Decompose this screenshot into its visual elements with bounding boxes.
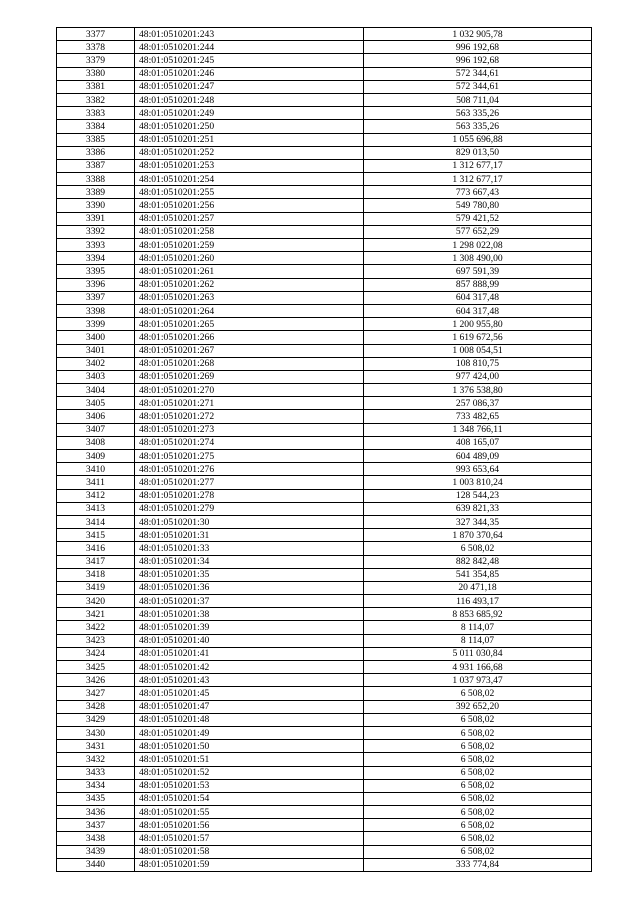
row-number-cell: 3428 — [57, 700, 135, 713]
table-row — [57, 595, 592, 608]
row-number-cell: 3434 — [57, 779, 135, 792]
table-row — [57, 608, 592, 621]
cadastral-number-cell: 48:01:0510201:52 — [135, 766, 364, 779]
table-row — [57, 41, 592, 54]
cadastral-value-cell: 604 317,48 — [364, 291, 592, 304]
row-number-cell: 3418 — [57, 568, 135, 581]
table-row — [57, 792, 592, 805]
cadastral-number-cell: 48:01:0510201:33 — [135, 542, 364, 555]
table-row — [57, 845, 592, 858]
row-number-cell: 3436 — [57, 806, 135, 819]
row-number-cell: 3380 — [57, 67, 135, 80]
cadastral-number-cell: 48:01:0510201:37 — [135, 595, 364, 608]
cadastral-number-cell: 48:01:0510201:40 — [135, 634, 364, 647]
row-number-cell: 3409 — [57, 450, 135, 463]
row-number-cell: 3395 — [57, 265, 135, 278]
row-number-cell: 3377 — [57, 28, 135, 41]
cadastral-number-cell: 48:01:0510201:251 — [135, 133, 364, 146]
row-number-cell: 3382 — [57, 93, 135, 106]
cadastral-number-cell: 48:01:0510201:35 — [135, 568, 364, 581]
cadastral-value-cell: 977 424,00 — [364, 370, 592, 383]
table-row — [57, 107, 592, 120]
table-row — [57, 54, 592, 67]
table-row — [57, 384, 592, 397]
row-number-cell: 3435 — [57, 792, 135, 805]
cadastral-number-cell: 48:01:0510201:279 — [135, 502, 364, 515]
cadastral-value-cell: 1 312 677,17 — [364, 173, 592, 186]
table-row — [57, 120, 592, 133]
cadastral-value-cell: 6 508,02 — [364, 832, 592, 845]
table-row — [57, 515, 592, 528]
table-row — [57, 423, 592, 436]
row-number-cell: 3438 — [57, 832, 135, 845]
cadastral-value-cell: 579 421,52 — [364, 212, 592, 225]
cadastral-number-cell: 48:01:0510201:262 — [135, 278, 364, 291]
table-row — [57, 687, 592, 700]
cadastral-value-cell: 6 508,02 — [364, 713, 592, 726]
cadastral-number-cell: 48:01:0510201:38 — [135, 608, 364, 621]
cadastral-number-cell: 48:01:0510201:259 — [135, 239, 364, 252]
row-number-cell: 3427 — [57, 687, 135, 700]
cadastral-number-cell: 48:01:0510201:48 — [135, 713, 364, 726]
cadastral-number-cell: 48:01:0510201:271 — [135, 397, 364, 410]
cadastral-number-cell: 48:01:0510201:47 — [135, 700, 364, 713]
cadastral-value-cell: 857 888,99 — [364, 278, 592, 291]
cadastral-number-cell: 48:01:0510201:255 — [135, 186, 364, 199]
table-row — [57, 397, 592, 410]
row-number-cell: 3390 — [57, 199, 135, 212]
cadastral-number-cell: 48:01:0510201:269 — [135, 370, 364, 383]
cadastral-number-cell: 48:01:0510201:41 — [135, 647, 364, 660]
table-row — [57, 779, 592, 792]
cadastral-number-cell: 48:01:0510201:55 — [135, 806, 364, 819]
cadastral-value-cell: 6 508,02 — [364, 740, 592, 753]
table-row — [57, 476, 592, 489]
table-row — [57, 450, 592, 463]
table-row — [57, 726, 592, 739]
cadastral-number-cell: 48:01:0510201:57 — [135, 832, 364, 845]
cadastral-value-cell: 697 591,39 — [364, 265, 592, 278]
cadastral-number-cell: 48:01:0510201:253 — [135, 159, 364, 172]
cadastral-number-cell: 48:01:0510201:264 — [135, 304, 364, 317]
row-number-cell: 3388 — [57, 173, 135, 186]
row-number-cell: 3379 — [57, 54, 135, 67]
cadastral-number-cell: 48:01:0510201:277 — [135, 476, 364, 489]
cadastral-value-cell: 20 471,18 — [364, 581, 592, 594]
cadastral-value-cell: 572 344,61 — [364, 67, 592, 80]
table-row — [57, 370, 592, 383]
table-row — [57, 529, 592, 542]
row-number-cell: 3431 — [57, 740, 135, 753]
table-row — [57, 647, 592, 660]
row-number-cell: 3430 — [57, 726, 135, 739]
table-row — [57, 489, 592, 502]
cadastral-number-cell: 48:01:0510201:58 — [135, 845, 364, 858]
cadastral-number-cell: 48:01:0510201:51 — [135, 753, 364, 766]
cadastral-number-cell: 48:01:0510201:249 — [135, 107, 364, 120]
cadastral-number-cell: 48:01:0510201:243 — [135, 28, 364, 41]
table-row — [57, 463, 592, 476]
row-number-cell: 3416 — [57, 542, 135, 555]
cadastral-value-cell: 6 508,02 — [364, 753, 592, 766]
cadastral-value-cell: 333 774,84 — [364, 858, 592, 871]
cadastral-number-cell: 48:01:0510201:56 — [135, 819, 364, 832]
table-row — [57, 278, 592, 291]
cadastral-value-cell: 1 003 810,24 — [364, 476, 592, 489]
cadastral-value-cell: 8 114,07 — [364, 634, 592, 647]
cadastral-number-cell: 48:01:0510201:250 — [135, 120, 364, 133]
cadastral-number-cell: 48:01:0510201:252 — [135, 146, 364, 159]
cadastral-value-cell: 639 821,33 — [364, 502, 592, 515]
cadastral-value-cell: 1 200 955,80 — [364, 318, 592, 331]
cadastral-value-cell: 8 114,07 — [364, 621, 592, 634]
row-number-cell: 3423 — [57, 634, 135, 647]
row-number-cell: 3403 — [57, 370, 135, 383]
row-number-cell: 3413 — [57, 502, 135, 515]
row-number-cell: 3421 — [57, 608, 135, 621]
cadastral-value-cell: 996 192,68 — [364, 54, 592, 67]
table-row — [57, 502, 592, 515]
row-number-cell: 3397 — [57, 291, 135, 304]
cadastral-value-cell: 6 508,02 — [364, 542, 592, 555]
cadastral-value-cell: 5 011 030,84 — [364, 647, 592, 660]
cadastral-value-cell: 604 489,09 — [364, 450, 592, 463]
cadastral-number-cell: 48:01:0510201:263 — [135, 291, 364, 304]
row-number-cell: 3391 — [57, 212, 135, 225]
table-row — [57, 542, 592, 555]
cadastral-value-cell: 6 508,02 — [364, 845, 592, 858]
table-row — [57, 80, 592, 93]
row-number-cell: 3411 — [57, 476, 135, 489]
cadastral-value-cell: 541 354,85 — [364, 568, 592, 581]
cadastral-number-cell: 48:01:0510201:258 — [135, 225, 364, 238]
cadastral-number-cell: 48:01:0510201:254 — [135, 173, 364, 186]
cadastral-value-cell: 8 853 685,92 — [364, 608, 592, 621]
cadastral-number-cell: 48:01:0510201:256 — [135, 199, 364, 212]
cadastral-value-cell: 1 037 973,47 — [364, 674, 592, 687]
cadastral-number-cell: 48:01:0510201:30 — [135, 515, 364, 528]
table-row — [57, 555, 592, 568]
cadastral-value-cell: 577 652,29 — [364, 225, 592, 238]
row-number-cell: 3387 — [57, 159, 135, 172]
table-row — [57, 67, 592, 80]
row-number-cell: 3425 — [57, 661, 135, 674]
cadastral-value-cell: 4 931 166,68 — [364, 661, 592, 674]
cadastral-number-cell: 48:01:0510201:261 — [135, 265, 364, 278]
row-number-cell: 3394 — [57, 252, 135, 265]
row-number-cell: 3408 — [57, 436, 135, 449]
row-number-cell: 3426 — [57, 674, 135, 687]
table-row — [57, 858, 592, 871]
table-row — [57, 674, 592, 687]
table-row — [57, 265, 592, 278]
cadastral-number-cell: 48:01:0510201:49 — [135, 726, 364, 739]
row-number-cell: 3381 — [57, 80, 135, 93]
table-row — [57, 173, 592, 186]
cadastral-number-cell: 48:01:0510201:265 — [135, 318, 364, 331]
cadastral-value-table — [56, 27, 592, 872]
row-number-cell: 3393 — [57, 239, 135, 252]
row-number-cell: 3402 — [57, 357, 135, 370]
row-number-cell: 3422 — [57, 621, 135, 634]
table-row — [57, 436, 592, 449]
table-row — [57, 225, 592, 238]
cadastral-number-cell: 48:01:0510201:278 — [135, 489, 364, 502]
row-number-cell: 3398 — [57, 304, 135, 317]
cadastral-number-cell: 48:01:0510201:45 — [135, 687, 364, 700]
cadastral-number-cell: 48:01:0510201:43 — [135, 674, 364, 687]
cadastral-value-cell: 1 308 490,00 — [364, 252, 592, 265]
table-row — [57, 304, 592, 317]
table-row — [57, 806, 592, 819]
cadastral-value-cell: 1 376 538,80 — [364, 384, 592, 397]
table-row — [57, 753, 592, 766]
row-number-cell: 3400 — [57, 331, 135, 344]
cadastral-value-cell: 257 086,37 — [364, 397, 592, 410]
row-number-cell: 3420 — [57, 595, 135, 608]
cadastral-number-cell: 48:01:0510201:260 — [135, 252, 364, 265]
cadastral-value-cell: 327 344,35 — [364, 515, 592, 528]
row-number-cell: 3415 — [57, 529, 135, 542]
cadastral-number-cell: 48:01:0510201:267 — [135, 344, 364, 357]
cadastral-number-cell: 48:01:0510201:244 — [135, 41, 364, 54]
table-row — [57, 700, 592, 713]
cadastral-number-cell: 48:01:0510201:270 — [135, 384, 364, 397]
row-number-cell: 3383 — [57, 107, 135, 120]
table-row — [57, 318, 592, 331]
row-number-cell: 3406 — [57, 410, 135, 423]
cadastral-value-cell: 1 348 766,11 — [364, 423, 592, 436]
cadastral-value-cell: 563 335,26 — [364, 120, 592, 133]
cadastral-value-cell: 1 298 022,08 — [364, 239, 592, 252]
cadastral-number-cell: 48:01:0510201:266 — [135, 331, 364, 344]
table-row — [57, 291, 592, 304]
table-body — [57, 28, 592, 872]
row-number-cell: 3433 — [57, 766, 135, 779]
row-number-cell: 3414 — [57, 515, 135, 528]
cadastral-number-cell: 48:01:0510201:42 — [135, 661, 364, 674]
cadastral-value-cell: 6 508,02 — [364, 792, 592, 805]
cadastral-value-cell: 116 493,17 — [364, 595, 592, 608]
table-row — [57, 634, 592, 647]
table-row — [57, 357, 592, 370]
table-row — [57, 740, 592, 753]
table-row — [57, 28, 592, 41]
row-number-cell: 3429 — [57, 713, 135, 726]
table-row — [57, 146, 592, 159]
table-row — [57, 159, 592, 172]
cadastral-number-cell: 48:01:0510201:59 — [135, 858, 364, 871]
row-number-cell: 3386 — [57, 146, 135, 159]
row-number-cell: 3378 — [57, 41, 135, 54]
table-row — [57, 93, 592, 106]
row-number-cell: 3410 — [57, 463, 135, 476]
table-row — [57, 621, 592, 634]
cadastral-number-cell: 48:01:0510201:248 — [135, 93, 364, 106]
cadastral-number-cell: 48:01:0510201:53 — [135, 779, 364, 792]
cadastral-number-cell: 48:01:0510201:34 — [135, 555, 364, 568]
row-number-cell: 3384 — [57, 120, 135, 133]
row-number-cell: 3399 — [57, 318, 135, 331]
row-number-cell: 3407 — [57, 423, 135, 436]
row-number-cell: 3392 — [57, 225, 135, 238]
cadastral-value-cell: 508 711,04 — [364, 93, 592, 106]
cadastral-value-cell: 6 508,02 — [364, 687, 592, 700]
table-row — [57, 581, 592, 594]
table-row — [57, 410, 592, 423]
cadastral-number-cell: 48:01:0510201:245 — [135, 54, 364, 67]
cadastral-value-cell: 1 055 696,88 — [364, 133, 592, 146]
cadastral-value-cell: 773 667,43 — [364, 186, 592, 199]
cadastral-value-cell: 6 508,02 — [364, 819, 592, 832]
row-number-cell: 3424 — [57, 647, 135, 660]
cadastral-value-cell: 829 013,50 — [364, 146, 592, 159]
table-row — [57, 186, 592, 199]
cadastral-number-cell: 48:01:0510201:257 — [135, 212, 364, 225]
cadastral-number-cell: 48:01:0510201:273 — [135, 423, 364, 436]
row-number-cell: 3401 — [57, 344, 135, 357]
row-number-cell: 3437 — [57, 819, 135, 832]
cadastral-value-cell: 6 508,02 — [364, 726, 592, 739]
cadastral-number-cell: 48:01:0510201:50 — [135, 740, 364, 753]
table-row — [57, 661, 592, 674]
table-row — [57, 344, 592, 357]
row-number-cell: 3385 — [57, 133, 135, 146]
cadastral-value-cell: 549 780,80 — [364, 199, 592, 212]
row-number-cell: 3439 — [57, 845, 135, 858]
table-row — [57, 252, 592, 265]
table-row — [57, 568, 592, 581]
cadastral-number-cell: 48:01:0510201:246 — [135, 67, 364, 80]
cadastral-value-cell: 996 192,68 — [364, 41, 592, 54]
table-row — [57, 212, 592, 225]
table-row — [57, 331, 592, 344]
row-number-cell: 3432 — [57, 753, 135, 766]
cadastral-value-cell: 1 032 905,78 — [364, 28, 592, 41]
cadastral-number-cell: 48:01:0510201:39 — [135, 621, 364, 634]
table-row — [57, 133, 592, 146]
cadastral-value-cell: 6 508,02 — [364, 766, 592, 779]
cadastral-value-cell: 604 317,48 — [364, 304, 592, 317]
cadastral-value-cell: 392 652,20 — [364, 700, 592, 713]
cadastral-number-cell: 48:01:0510201:268 — [135, 357, 364, 370]
cadastral-number-cell: 48:01:0510201:247 — [135, 80, 364, 93]
cadastral-number-cell: 48:01:0510201:276 — [135, 463, 364, 476]
cadastral-number-cell: 48:01:0510201:54 — [135, 792, 364, 805]
row-number-cell: 3404 — [57, 384, 135, 397]
cadastral-value-cell: 563 335,26 — [364, 107, 592, 120]
cadastral-number-cell: 48:01:0510201:31 — [135, 529, 364, 542]
row-number-cell: 3405 — [57, 397, 135, 410]
cadastral-value-cell: 1 008 054,51 — [364, 344, 592, 357]
row-number-cell: 3389 — [57, 186, 135, 199]
cadastral-value-cell: 6 508,02 — [364, 779, 592, 792]
cadastral-number-cell: 48:01:0510201:274 — [135, 436, 364, 449]
table-row — [57, 819, 592, 832]
cadastral-value-cell: 572 344,61 — [364, 80, 592, 93]
row-number-cell: 3440 — [57, 858, 135, 871]
cadastral-number-cell: 48:01:0510201:275 — [135, 450, 364, 463]
table-row — [57, 713, 592, 726]
cadastral-value-cell: 108 810,75 — [364, 357, 592, 370]
table-row — [57, 199, 592, 212]
table-row — [57, 766, 592, 779]
cadastral-value-cell: 1 870 370,64 — [364, 529, 592, 542]
cadastral-value-cell: 128 544,23 — [364, 489, 592, 502]
cadastral-value-cell: 882 842,48 — [364, 555, 592, 568]
cadastral-value-cell: 408 165,07 — [364, 436, 592, 449]
cadastral-value-cell: 733 482,65 — [364, 410, 592, 423]
cadastral-number-cell: 48:01:0510201:272 — [135, 410, 364, 423]
cadastral-number-cell: 48:01:0510201:36 — [135, 581, 364, 594]
table-row — [57, 239, 592, 252]
cadastral-value-cell: 6 508,02 — [364, 806, 592, 819]
cadastral-value-cell: 1 312 677,17 — [364, 159, 592, 172]
row-number-cell: 3419 — [57, 581, 135, 594]
row-number-cell: 3417 — [57, 555, 135, 568]
row-number-cell: 3396 — [57, 278, 135, 291]
cadastral-value-cell: 993 653,64 — [364, 463, 592, 476]
cadastral-value-cell: 1 619 672,56 — [364, 331, 592, 344]
table-row — [57, 832, 592, 845]
row-number-cell: 3412 — [57, 489, 135, 502]
